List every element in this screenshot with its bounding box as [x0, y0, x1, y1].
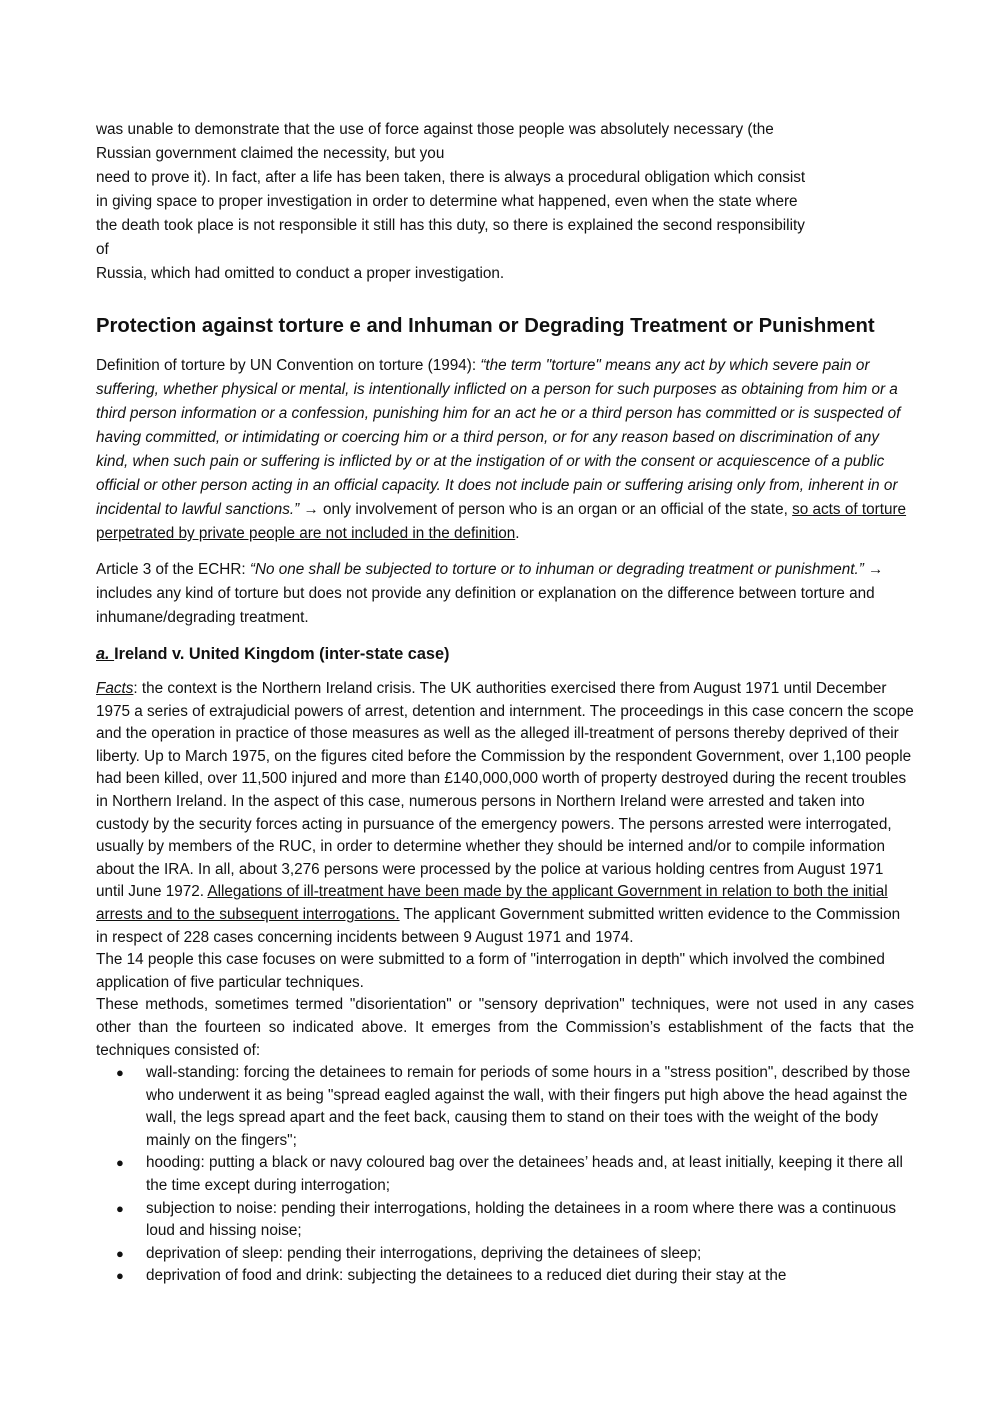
article-lead: Article 3 of the ECHR: [96, 561, 250, 578]
subheading-title: Ireland v. United Kingdom (inter-state case) [114, 645, 450, 663]
list-item: ● wall-standing: forcing the detainees to remain for periods of some hours in a "stress position", described by those who underwent it as being "spread eagled against the wall, with their fingers put high above the head against the wall, the legs spread apart and the feet back, causing them to stand on their toes with the weight of the body mainly on the fingers"; [116, 1064, 911, 1149]
facts-paragraph-1 [96, 678, 914, 949]
definition-quote: “the term "torture" means any act by which severe pain or suffering, whether physical or mental, is intentionally inflicted on a person for such purposes as obtaining from him or a third person information or a confession, punishing him for an act he or a third person has committed or is suspected of having committed, or intimidating or coercing him or a third person, or for any reason based on discrimination of any kind, when such pain or suffering is inflicted by or at the instigation of or with the consent or acquiescence of a public official or other person acting in an official capacity. It does not include pain or suffering arising only from, inherent in or incidental to lawful sanctions.” [96, 357, 901, 518]
facts-text: : the context is the Northern Ireland crisis. The UK authorities exercised there from August 1971 until December 1975 a series of extrajudicial powers of arrest, detention and internment. The proceedings in this case concern the scope and the operation in practice of those measures as well as the alleged ill-treatment of persons thereby deprived of their liberty. Up to March 1975, on the figures cited before the Commission by the respondent Government, over 1,100 people had been killed, over 11,500 injured and more than £140,000,000 worth of property destroyed during the recent troubles in Northern Ireland. In the aspect of this case, numerous persons in Northern Ireland were arrested and taken into custody by the security forces acting in pursuance of the emergency powers. The persons arrested were interrogated, usually by members of the RUC, in order to determine whether they should be interned and/or to compile information about the IRA. In all, about 3,276 persons were processed by the police at various holding centres from August 1971 until June 1972. [96, 680, 914, 901]
intro-line: the death took place is not responsible it still has this duty, so there is explained the second responsibility [96, 217, 805, 234]
subheading-letter: a. [96, 645, 115, 663]
facts-section [96, 678, 914, 1062]
intro-line: need to prove it). In fact, after a life has been taken, there is always a procedural obligation which consist [96, 169, 806, 186]
list-item: ● subjection to noise: pending their interrogations, holding the detainees in a room where there was a continuous loud and hissing noise; [116, 1199, 897, 1240]
list-item: ● deprivation of food and drink: subjecting the detainees to a reduced diet during their stay at the [96, 1265, 914, 1288]
section-heading: Protection against torture e and Inhuman or Degrading Treatment or Punishment [96, 315, 875, 337]
intro-line: Russia, which had omitted to conduct a proper investigation. [96, 265, 505, 282]
bullet-icon: ● [116, 1155, 124, 1171]
intro-paragraph [96, 118, 914, 286]
list-item: ● hooding: putting a black or navy coloured bag over the detainees’ heads and, at least initially, keeping it there all the time except during interrogation; [116, 1154, 903, 1195]
facts-text-end: The applicant Government submitted written evidence to the Commission in respect of 228 cases concerning incidents between 9 August 1971 and 1974. [96, 905, 901, 946]
facts-paragraph-2: The 14 people this case focuses on were submitted to a form of "interrogation in depth" which involved the combined application of five particular techniques. [96, 951, 885, 991]
intro-line: was unable to demonstrate that the use of force against those people was absolutely necessary (the [96, 121, 774, 138]
list-item: ● deprivation of sleep: pending their interrogations, depriving the detainees of sleep; [96, 1243, 914, 1266]
article-quote: “No one shall be subjected to torture or to inhuman or degrading treatment or punishment.” [249, 561, 864, 578]
case-subheading [96, 642, 914, 666]
article-3-paragraph [96, 558, 914, 630]
bullet-icon: ● [116, 1245, 124, 1261]
intro-line: in giving space to proper investigation in order to determine what happened, even when the state where [96, 193, 798, 210]
definition-end: . [515, 525, 520, 542]
bullet-icon: ● [116, 1268, 124, 1284]
definition-arrow-text: → only involvement of person who is an organ or an official of the state, [299, 501, 793, 518]
intro-line: of [96, 241, 109, 258]
document-page [96, 118, 914, 1288]
bullet-icon: ● [116, 1200, 124, 1216]
facts-label: Facts [96, 680, 134, 697]
torture-definition [96, 354, 914, 546]
article-rest: → includes any kind of torture but does not provide any definition or explanation on the difference between torture and inhumane/degrading treatment. [96, 561, 884, 626]
facts-underlined: Allegations of ill-treatment have been made by the applicant Government in relation to both the initial arrests and to the subsequent interrogations. [96, 883, 888, 923]
facts-paragraph-3: These methods, sometimes termed "disorientation" or "sensory deprivation" techniques, were not used in any cases other than the fourteen so indicated above. It emerges from the Commission’s establishment of the facts that the techniques consisted of: [96, 996, 914, 1059]
intro-line: Russian government claimed the necessity, but you [96, 145, 445, 162]
definition-underlined: so acts of torture perpetrated by private people are not included in the definition [96, 501, 907, 542]
bullet-icon: ● [116, 1065, 124, 1081]
techniques-list [96, 1062, 914, 1288]
definition-lead: Definition of torture by UN Convention on torture (1994): [96, 357, 481, 374]
